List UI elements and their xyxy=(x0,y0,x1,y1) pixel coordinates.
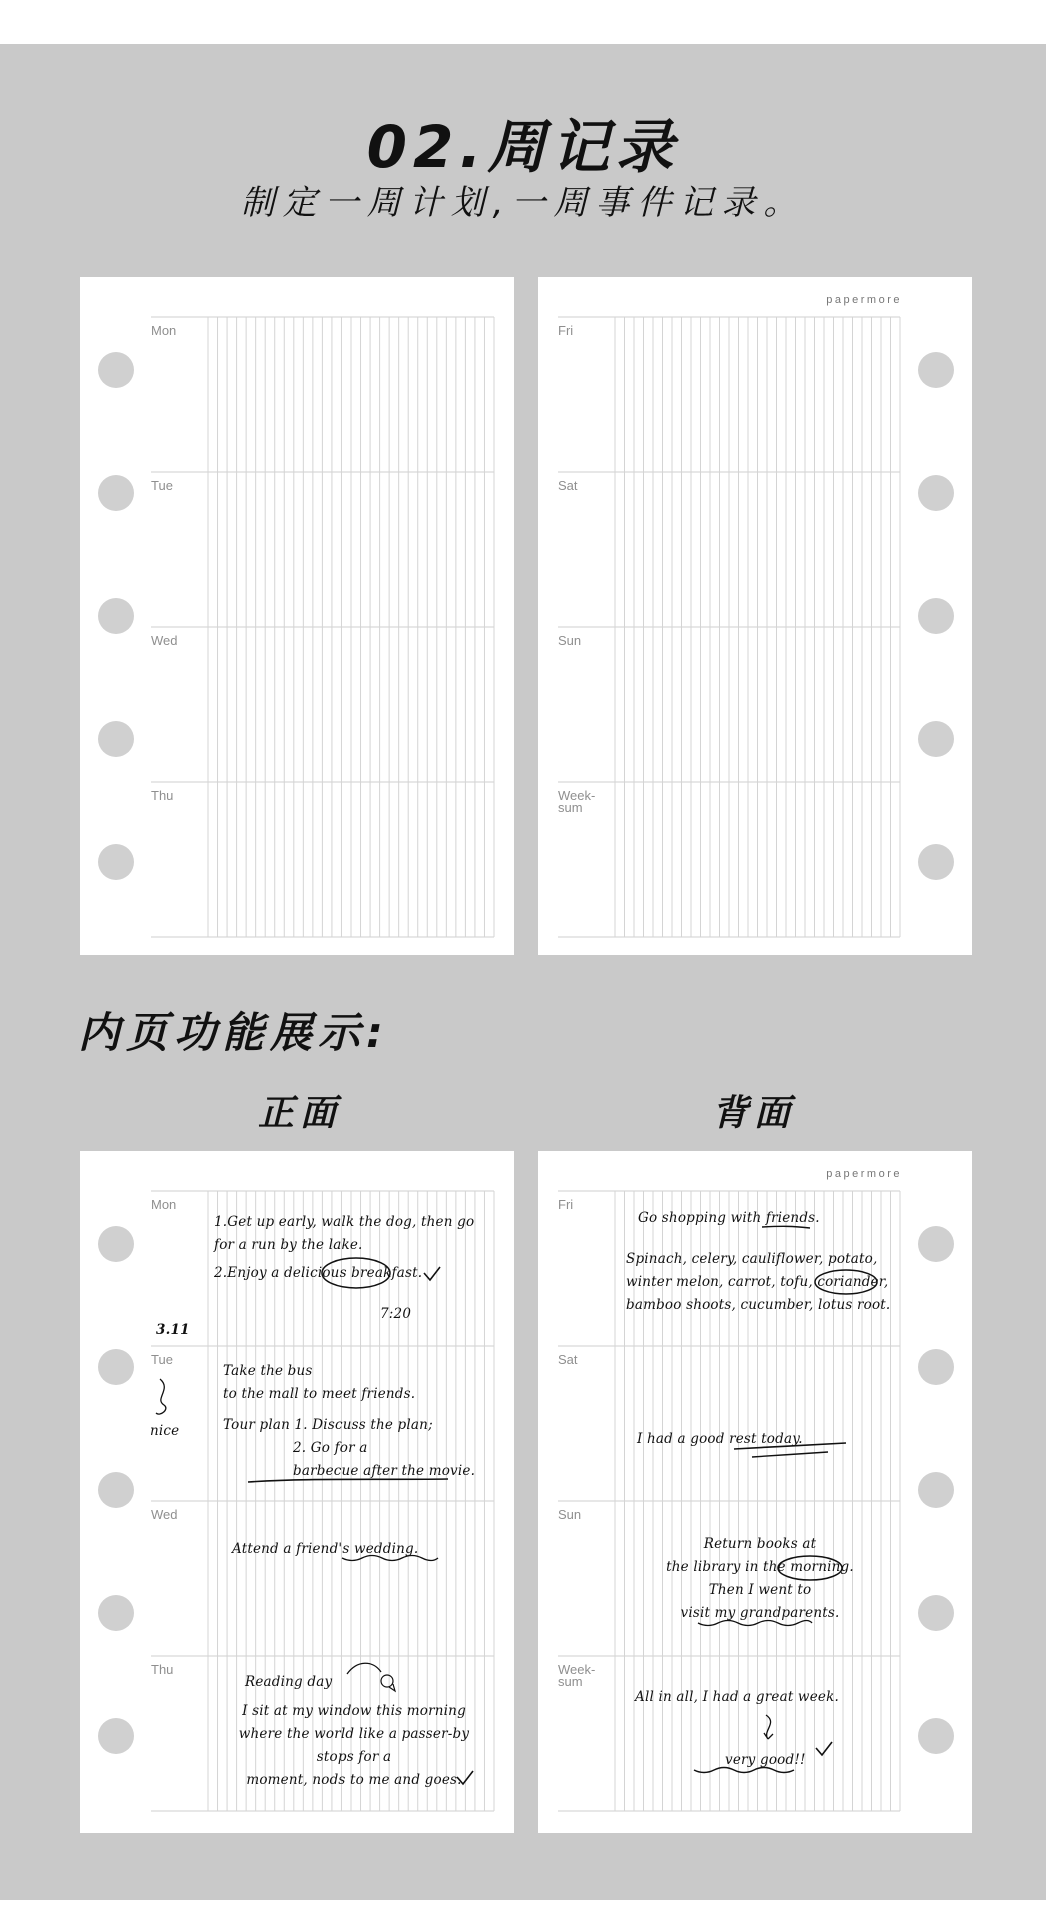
brand-logo: papermore xyxy=(826,294,902,306)
note-tue-line: Tour plan 1. Discuss the plan; xyxy=(223,1417,433,1433)
day-label-tue: Tue xyxy=(151,478,173,493)
note-fri-line: bamboo shoots, cucumber, lotus root. xyxy=(626,1297,891,1313)
note-tue-line: to the mall to meet friends. xyxy=(223,1386,416,1402)
page-title: 02.周记录 xyxy=(366,113,680,181)
binder-hole xyxy=(98,1349,134,1385)
day-label-sat: Sat xyxy=(558,478,578,493)
binder-hole xyxy=(98,1226,134,1262)
day-label-wed: Wed xyxy=(151,633,178,648)
section-title: 内页功能展示: xyxy=(78,1008,389,1057)
note-sun-line: Then I went to xyxy=(708,1582,812,1598)
note-thu-line: where the world like a passer-by xyxy=(238,1726,470,1742)
day-label-wed: Wed xyxy=(151,1507,178,1522)
note-wed-line: Attend a friend's wedding. xyxy=(232,1541,419,1557)
binder-hole xyxy=(918,475,954,511)
note-sat-line: I had a good rest today. xyxy=(637,1431,803,1447)
note-sun-line: the library in the morning. xyxy=(666,1559,854,1575)
template-page-left xyxy=(80,277,514,955)
note-thu-line: moment, nods to me and goes. xyxy=(246,1772,462,1788)
note-thu-line: Reading day xyxy=(245,1674,333,1690)
binder-hole xyxy=(98,1718,134,1754)
binder-hole xyxy=(918,1718,954,1754)
example-page-back xyxy=(538,1151,972,1833)
note-thu-line: I sit at my window this morning xyxy=(242,1703,466,1719)
example-page-front xyxy=(80,1151,514,1833)
page-grid xyxy=(80,277,514,955)
note-weeksum-line: very good!! xyxy=(725,1752,806,1768)
note-tue-line: barbecue after the movie. xyxy=(293,1463,476,1479)
note-sun-line: visit my grandparents. xyxy=(680,1605,840,1621)
template-page-right xyxy=(538,277,972,955)
note-nice: nice xyxy=(150,1423,180,1439)
day-label-tue: Tue xyxy=(151,1352,173,1367)
front-side-label: 正面 xyxy=(258,1093,343,1134)
note-fri-line: Go shopping with friends. xyxy=(638,1210,820,1226)
note-fri-line: winter melon, carrot, tofu, coriander, xyxy=(626,1274,889,1290)
note-mon-line: 1.Get up early, walk the dog, then go xyxy=(214,1214,475,1230)
binder-hole xyxy=(918,844,954,880)
day-label-fri: Fri xyxy=(558,323,574,338)
note-sun-line: Return books at xyxy=(703,1536,817,1552)
note-date: 3.11 xyxy=(156,1322,190,1338)
note-tue-line: Take the bus xyxy=(223,1363,313,1379)
day-label-mon: Mon xyxy=(151,1197,177,1212)
day-label-mon: Mon xyxy=(151,323,177,338)
note-mon-line: for a run by the lake. xyxy=(214,1237,363,1253)
binder-hole xyxy=(918,1472,954,1508)
back-side-label: 背面 xyxy=(712,1093,797,1134)
day-label-fri: Fri xyxy=(558,1197,574,1212)
binder-hole xyxy=(98,721,134,757)
day-label-weeksum: Week- sum xyxy=(558,1662,596,1689)
binder-hole xyxy=(918,1349,954,1385)
binder-hole xyxy=(98,1595,134,1631)
note-tue-line: 2. Go for a xyxy=(293,1440,368,1456)
page-subtitle: 制定一周计划,一周事件记录。 xyxy=(240,183,806,223)
day-label-sun: Sun xyxy=(558,633,582,648)
binder-hole xyxy=(918,352,954,388)
day-label-sun: Sun xyxy=(558,1507,582,1522)
page-grid xyxy=(538,277,972,955)
binder-hole xyxy=(98,352,134,388)
day-label-weeksum: Week- sum xyxy=(558,788,596,815)
binder-hole xyxy=(98,1472,134,1508)
binder-hole xyxy=(918,1226,954,1262)
day-label-thu: Thu xyxy=(151,788,174,803)
binder-hole xyxy=(918,1595,954,1631)
note-mon-line: 2.Enjoy a delicious breakfast. xyxy=(214,1265,423,1281)
note-thu-line: stops for a xyxy=(316,1749,392,1765)
binder-hole xyxy=(918,598,954,634)
binder-hole xyxy=(98,598,134,634)
binder-hole xyxy=(98,844,134,880)
binder-hole xyxy=(918,721,954,757)
brand-logo: papermore xyxy=(826,1168,902,1180)
day-label-thu: Thu xyxy=(151,1662,174,1677)
note-fri-line: Spinach, celery, cauliflower, potato, xyxy=(626,1251,878,1267)
day-label-sat: Sat xyxy=(558,1352,578,1367)
note-weeksum-line: All in all, I had a great week. xyxy=(635,1689,839,1705)
note-mon-time: 7:20 xyxy=(380,1306,412,1322)
binder-hole xyxy=(98,475,134,511)
